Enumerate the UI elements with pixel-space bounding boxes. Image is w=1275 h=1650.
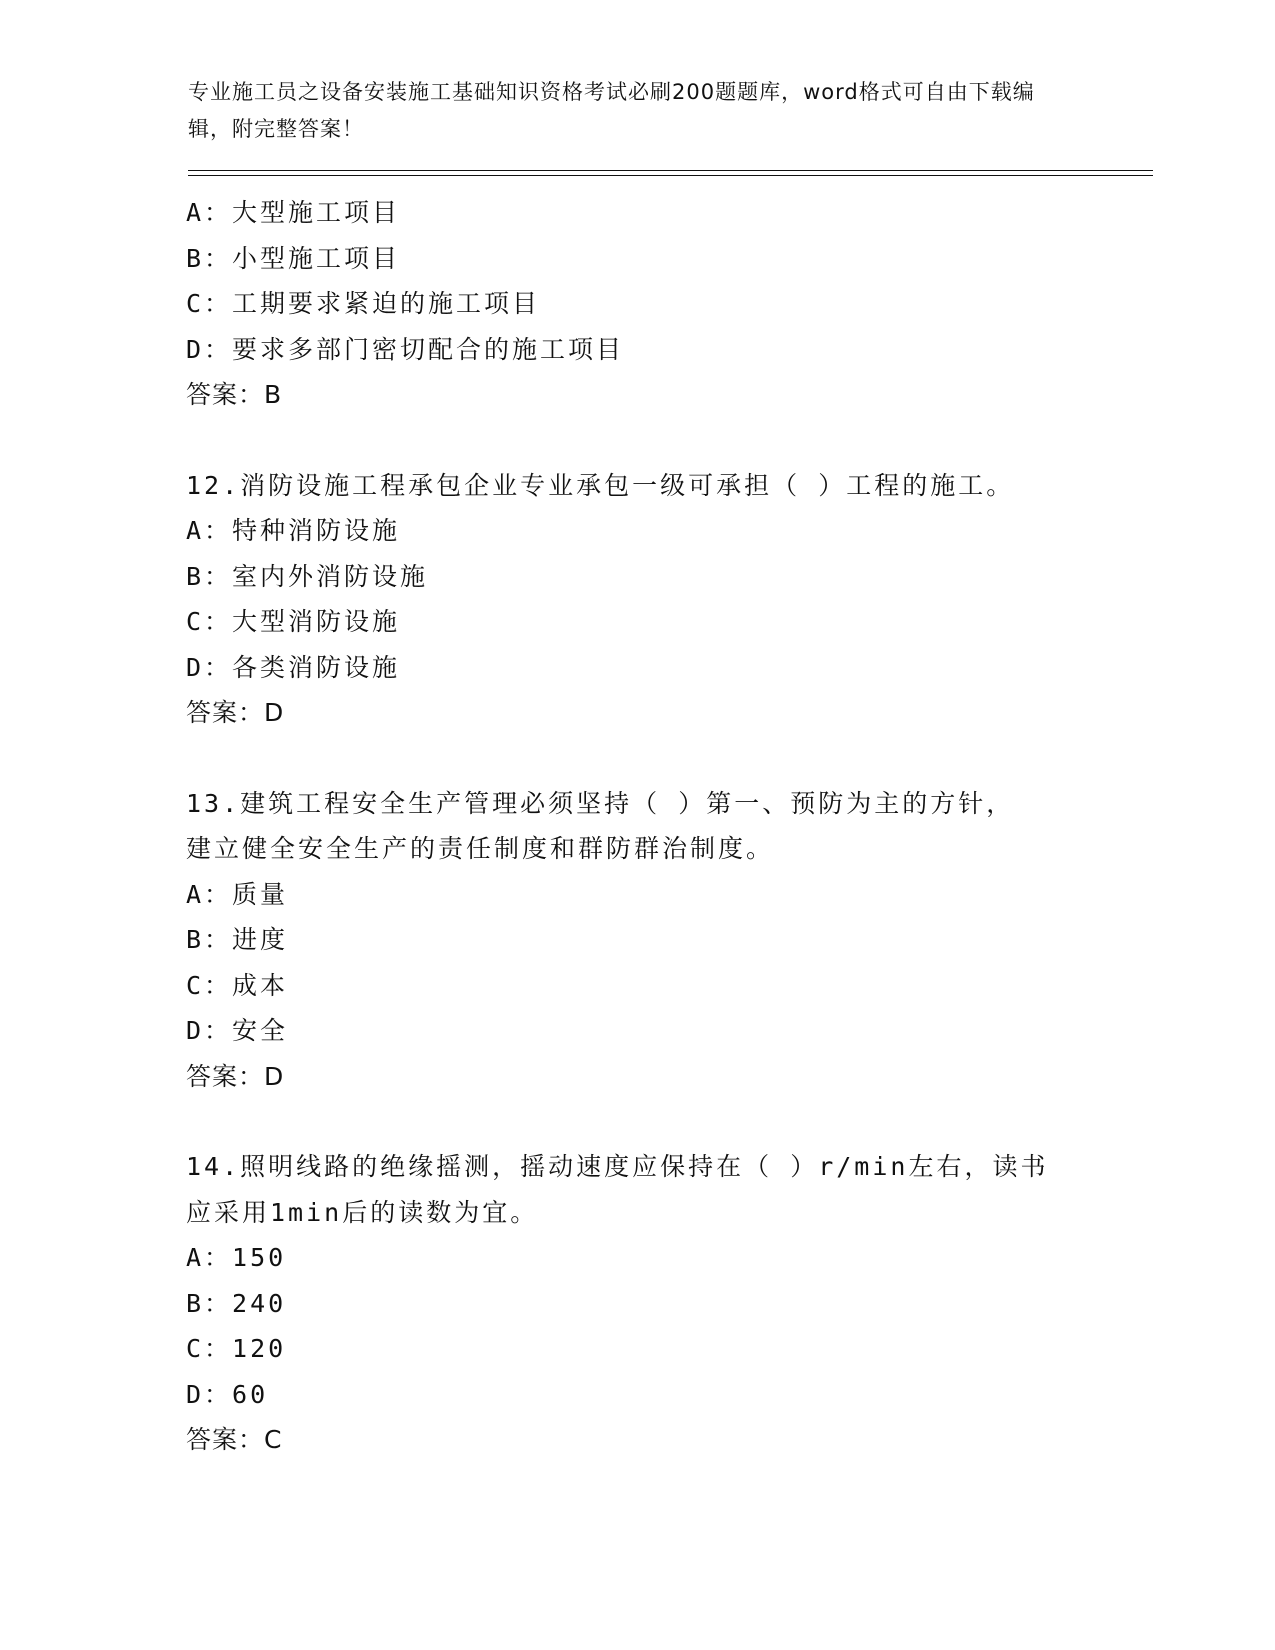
document-title: 专业施工员之设备安装施工基础知识资格考试必刷200题题库，word格式可自由下载编辑，附完整答案！ bbox=[188, 80, 1035, 141]
option-c: C：工期要求紧迫的施工项目 bbox=[186, 289, 541, 318]
answer-line: 答案：D bbox=[186, 698, 285, 727]
option-c: C：大型消防设施 bbox=[186, 607, 401, 636]
question-stem: 14.照明线路的绝缘摇测，摇动速度应保持在（ ）r/min左右，读书应采用1min后的读数为宜。 bbox=[186, 1152, 1049, 1227]
option-a: A：大型施工项目 bbox=[186, 198, 401, 227]
header-rule-top bbox=[188, 170, 1153, 171]
question-14 bbox=[186, 1144, 1086, 1463]
answer-line: 答案：B bbox=[186, 380, 283, 409]
option-b: B：小型施工项目 bbox=[186, 243, 401, 273]
header-rule-bottom bbox=[188, 175, 1153, 176]
option-c: C：成本 bbox=[186, 970, 289, 1000]
question-list bbox=[186, 190, 1086, 1463]
question-stem: 13.建筑工程安全生产管理必须坚持（ ）第一、预防为主的方针，建立健全安全生产的责任制度和群防群治制度。 bbox=[186, 788, 1015, 863]
option-a: A：质量 bbox=[186, 879, 289, 909]
option-b: B：进度 bbox=[186, 925, 289, 954]
option-a: A：特种消防设施 bbox=[186, 516, 401, 545]
option-b: B：240 bbox=[186, 1288, 287, 1318]
answer-line: 答案：C bbox=[186, 1425, 283, 1454]
option-a: A：150 bbox=[186, 1243, 287, 1272]
option-b: B：室内外消防设施 bbox=[186, 561, 429, 591]
option-d: D：要求多部门密切配合的施工项目 bbox=[186, 334, 625, 364]
answer-line: 答案：D bbox=[186, 1061, 285, 1091]
option-d: D：安全 bbox=[186, 1016, 289, 1045]
option-d: D：各类消防设施 bbox=[186, 652, 401, 682]
question-13 bbox=[186, 781, 1086, 1100]
question-stem: 12.消防设施工程承包企业专业承包一级可承担（ ）工程的施工。 bbox=[186, 470, 1015, 500]
option-d: D：60 bbox=[186, 1379, 269, 1409]
question-11-fragment bbox=[186, 190, 1086, 418]
option-c: C：120 bbox=[186, 1334, 287, 1363]
question-12 bbox=[186, 463, 1086, 736]
